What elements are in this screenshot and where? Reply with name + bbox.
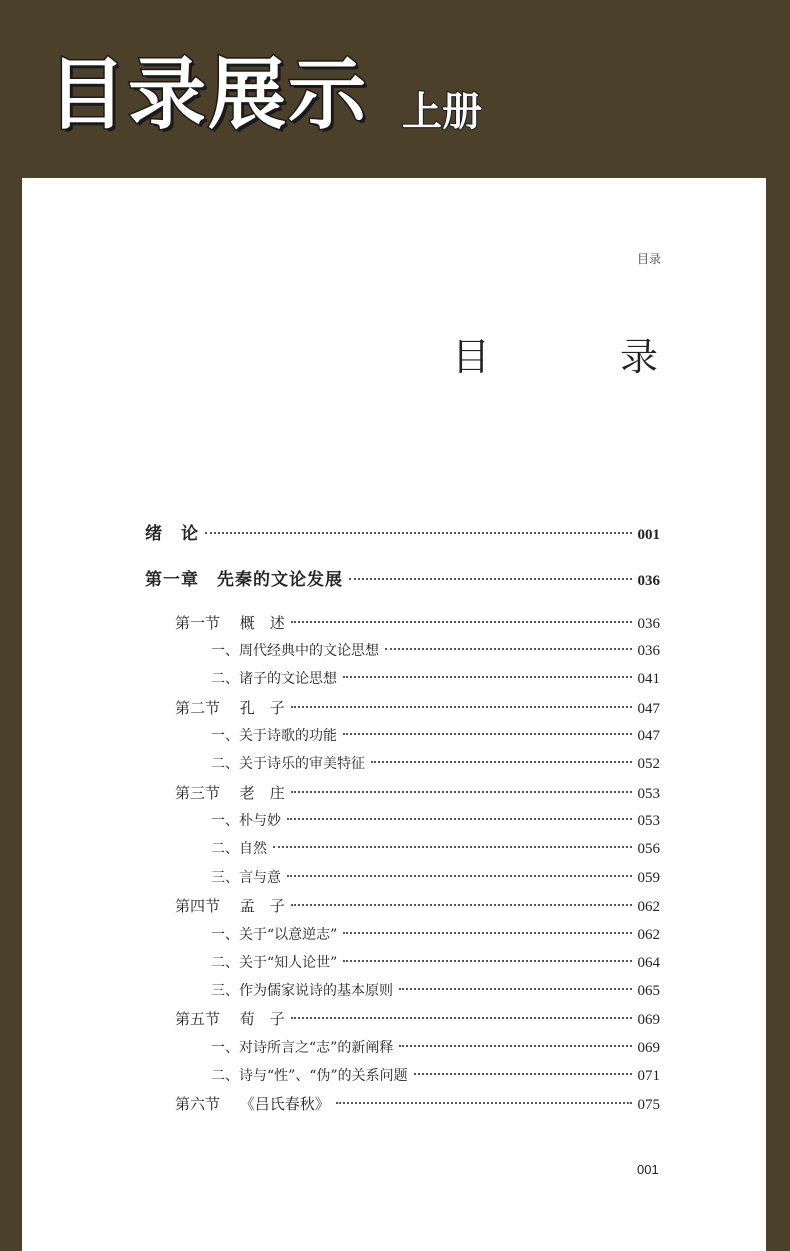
dot-leader [273, 846, 632, 848]
toc-entry-label: 一、关于诗歌的功能 [211, 728, 337, 744]
toc-section-row [175, 612, 660, 633]
toc-entry-label: 一、周代经典中的文论思想 [211, 643, 379, 659]
dot-leader [414, 1073, 632, 1075]
table-of-contents [22, 178, 766, 1251]
book-page [22, 178, 766, 1251]
toc-entry-page: 041 [637, 671, 660, 687]
toc-entry-label: 一、对诗所言之“志”的新阐释 [211, 1040, 394, 1056]
toc-subsection-row [211, 1065, 660, 1085]
toc-subsection-row [211, 867, 660, 887]
toc-entry-label: 二、诸子的文论思想 [211, 671, 337, 687]
toc-subsection-row [211, 924, 660, 944]
toc-entry-page: 075 [637, 1097, 660, 1113]
dot-leader [349, 578, 632, 580]
toc-entry-page: 062 [637, 927, 660, 943]
running-head: 目录 [636, 252, 661, 266]
dot-leader [205, 532, 632, 534]
toc-subsection-row [211, 952, 660, 972]
toc-entry-label: 二、自然 [211, 841, 267, 857]
toc-entry-page: 069 [637, 1040, 660, 1056]
toc-subsection-row [211, 1037, 660, 1057]
toc-entry-label: 一、朴与妙 [211, 813, 281, 829]
dot-leader [399, 1045, 631, 1047]
toc-entry-page: 052 [637, 756, 660, 772]
toc-entry-label: 第一章 先秦的文论发展 [145, 570, 343, 590]
toc-entry-label: 三、言与意 [211, 870, 281, 886]
dot-leader [291, 621, 632, 623]
toc-entry-page: 047 [637, 701, 660, 717]
toc-section-row [175, 697, 660, 718]
toc-subsection-row [211, 668, 660, 688]
toc-subsection-row [211, 725, 660, 745]
toc-entry-label: 第四节 孟 子 [175, 897, 285, 915]
toc-entry-label: 第二节 孔 子 [175, 699, 285, 717]
toc-subsection-row [211, 980, 660, 1000]
toc-entry-page: 036 [637, 573, 660, 589]
toc-entry-page: 001 [637, 527, 660, 543]
toc-subsection-row [211, 640, 660, 660]
dot-leader [371, 761, 632, 763]
toc-entry-page: 056 [637, 841, 660, 857]
dot-leader [343, 932, 631, 934]
toc-entry-page: 064 [637, 955, 660, 971]
toc-entry-label: 第三节 老 庄 [175, 784, 285, 802]
toc-entry-page: 062 [637, 899, 660, 915]
toc-entry-page: 071 [637, 1068, 660, 1084]
page-number: 001 [637, 1162, 659, 1177]
toc-entry-label: 绪 论 [145, 524, 199, 544]
toc-entry-page: 053 [637, 813, 660, 829]
toc-entry-page: 059 [637, 870, 660, 886]
toc-entry-page: 069 [637, 1012, 660, 1028]
toc-entry-page: 036 [637, 616, 660, 632]
toc-entry-label: 一、关于“以意逆志” [211, 927, 338, 943]
header-banner [0, 0, 790, 178]
toc-entry-label: 二、关于“知人论世” [211, 955, 338, 971]
dot-leader [291, 904, 632, 906]
toc-title: 目 录 [452, 335, 705, 379]
banner-subtitle: 上册 [402, 89, 482, 135]
banner-title: 目录展示 [48, 50, 369, 140]
dot-leader [336, 1102, 632, 1104]
dot-leader [399, 988, 632, 990]
toc-subsection-row [211, 753, 660, 773]
dot-leader [343, 733, 632, 735]
toc-entry-label: 三、作为儒家说诗的基本原则 [211, 983, 393, 999]
dot-leader [385, 648, 632, 650]
dot-leader [287, 818, 632, 820]
toc-entry-page: 065 [637, 983, 660, 999]
toc-entry-page: 053 [637, 786, 660, 802]
toc-entry-label: 二、关于诗乐的审美特征 [211, 756, 365, 772]
toc-entry-label: 第六节 《吕氏春秋》 [175, 1095, 330, 1113]
toc-subsection-row [211, 838, 660, 858]
toc-entry-label: 第五节 荀 子 [175, 1010, 285, 1028]
toc-entry-page: 047 [637, 728, 660, 744]
dot-leader [291, 791, 632, 793]
toc-chapter-row [145, 519, 660, 544]
toc-subsection-row [211, 810, 660, 830]
toc-section-row [175, 1093, 660, 1114]
toc-section-row [175, 782, 660, 803]
dot-leader [287, 875, 632, 877]
toc-section-row [175, 1008, 660, 1029]
toc-entry-label: 二、诗与“性”、“伪”的关系问题 [211, 1068, 408, 1084]
dot-leader [291, 706, 632, 708]
toc-entry-page: 036 [637, 643, 660, 659]
toc-chapter-row [145, 565, 660, 590]
toc-entry-label: 第一节 概 述 [175, 614, 285, 632]
toc-section-row [175, 895, 660, 916]
dot-leader [291, 1017, 632, 1019]
dot-leader [343, 960, 631, 962]
dot-leader [343, 676, 632, 678]
